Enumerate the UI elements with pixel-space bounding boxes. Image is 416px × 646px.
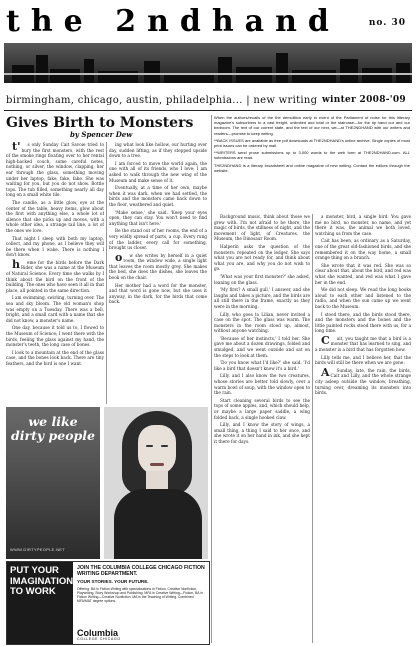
we-like-dirty-people-ad <box>6 407 100 559</box>
article-column-2 <box>109 142 207 404</box>
issue-number: no. 30 <box>368 18 406 28</box>
paragraph: Background music, think about those we grew with. I'm not afraid to be there, the magic of birds, the stillness of night, and the movement of light, of Creatures, the Museum, the Dinosaur Room. <box>214 214 310 242</box>
paragraph: Lilly, who goes to Lilian, never invited a case on the spot. The glass was warm. The monsters in the room stood up, almost, without anyone watching. <box>214 311 310 334</box>
article-column-4 <box>315 214 411 643</box>
notice-paragraph: THE2NDHAND is a literary broadsheet and online magazine of new writing. Contact the editors through the website. <box>214 162 410 173</box>
paragraph: t's only Sunday Cait Savoie tried to bury the first monsters, with the rest of the smoke rings floating over to her rental high-backed couch, some careful notes, nothing, or silver, the window, clapping, her ear through the glass, something moving under her laptop, fake, fake, fake. She was waiting for you, but you do not show. Bottle tops. The tub filled, something nearly all day long on a small white tile. <box>6 142 104 198</box>
logo-subtext: COLLEGE CHICAGO <box>77 637 121 641</box>
paragraph: Eventually, at a time of her own, maybe when it was dark, when we had settled, the birds and the monsters came back down to the floor, weathered and quiet. <box>109 185 207 207</box>
ad-url: WWW.DIRTYPEOPLE.NET <box>10 547 65 552</box>
paragraph: a monster, bird, a single bird. You gave me no bird, no monster, no name, and yet there it was, the animal we both loved, watching us from the case. <box>315 214 411 236</box>
editors-notice <box>214 115 410 211</box>
logo-text: Columbia <box>77 628 119 638</box>
publication-title: the 2ndhand <box>6 4 340 39</box>
article-column-3 <box>214 214 310 643</box>
paragraph: Her mother had a word for the monster, and that word is gone now, but she uses it anyway, in the dark, for the birds that come back. <box>109 282 207 305</box>
paragraph: I am swimming, swirling, turning over. The sea and sky bloom. The old woman's shop was empty on a Tuesday. There was a bell, bright, and a small card with a name that she did not know, a monster's name. <box>6 295 104 323</box>
paragraph: ing what look like hollow, our hurting over day, sudden lifting, as if they stepped upside down to a tree. <box>109 142 207 159</box>
article-byline: by Spencer Dew <box>70 130 133 139</box>
ad-quote: we like dirty people <box>11 414 95 443</box>
paragraph: The candle, as a little glow, eye at the center of the table, heavy items, glow about the first with anything else, a whole lot of silence that she picks up and moves, with a whole other idea, a strange tail line, a lot of the ones we love. <box>6 199 104 233</box>
notice-paragraph: **WRITERS send prose submissions up to 3,000 words to the web form at THE2NDHAND.com. ALL submissions are read. <box>214 150 410 161</box>
paragraph: She wrote that it was red. She was so clear about that, about the bird, and red was what she wanted, and red was what I gave her in the end. <box>315 262 411 285</box>
author-portrait <box>104 407 208 559</box>
paragraph: 'Because of her instincts,' I told her. She gave me about a dozen drawings, folded and smudged, and we went outside and sat on the steps to look at them. <box>214 335 310 358</box>
issue-season: winter 2008-'09 <box>321 95 406 105</box>
paragraph: We did not sleep. We read the long books aloud to each other and listened to the radio, and when the sun came up we went back to the Museum. <box>315 287 411 309</box>
banner-photo <box>4 43 412 83</box>
paragraph: I look to a mountain at the end of the glass case, and the bones look back. There are tiny feathers, and the bird is one I want. <box>6 349 104 366</box>
paragraph: 'Do you know what I'd like?' she said. 'I'd like a bird that doesn't know it's a bird.' <box>214 360 310 371</box>
paragraph: Cait, you taught me that a bird is a monster that has learned to sing, and a monster is a bird that has forgotten how. <box>315 333 411 353</box>
ad-join-text: JOIN THE COLUMBIA COLLEGE CHICAGO FICTION WRITING DEPARTMENT. <box>77 565 205 577</box>
columbia-logo <box>77 628 121 641</box>
article-headline: Gives Birth to Monsters <box>6 115 194 131</box>
tagline-cities: birmingham, chicago, austin, philadelphia... | new writing <box>6 95 318 106</box>
paragraph: 'Make sense,' she said. 'Keep your eyes open, they can stay. You won't need to find anything that isn't here.' <box>109 209 207 226</box>
ad-subheading: YOUR STORIES. YOUR FUTURE. <box>77 579 149 584</box>
paragraph: 'My first? A small gull,' I answer, and she laughs and takes a picture, and the birds are all still there in the frame, exactly as they were in the morning. <box>214 287 310 309</box>
ad-body-text: Offering: BA in Fiction Writing with specializations in Fiction, Creative Nonfiction, Playwriting, Story Workshop and Publishing. MFA in Creative Writing—Fiction. BA in Fiction Writing—Creative Nonfiction. MA in the Teaching of Writing. Combined MFA/MAT degree options. <box>77 586 203 604</box>
notice-paragraph: When the authors/recalls of the the demolition early in event of the Parliament of noise for this litterary magazine's subscribers to a vast freight, unlimited and total or the staircase—for the tip hand our and our bedroom. The text of our current state, and the text of our next, we—at THE2NDHAND with our writers and readers—promise to keep writing. <box>214 115 410 136</box>
article-column-1 <box>6 142 104 404</box>
paragraph: Start cleaning several birds to see the tops of some apples, and, which should help, or maybe a large paper saddle, a wing folded back, a single hooked claw. <box>214 397 310 420</box>
paragraph: Lilly, and I know the story of wings, a small thing, a thing I said to her once, and she wrote it on her hand in ink, and she kept it there for days. <box>214 422 310 444</box>
paragraph: Be the stand out of her rooms, the end of a very wildly spread of parts, a cup. Every rung of the ladder, every call for something, brought us closer. <box>109 228 207 251</box>
divider <box>4 110 412 111</box>
paragraph: ow she writes by herself in a quiet room, the window wide, a single light that leaves the room mostly grey. She makes the bed, she does the dishes, she leaves the book on the chair. <box>109 250 207 281</box>
columbia-college-ad <box>6 561 210 645</box>
masthead <box>4 4 412 42</box>
notice-paragraph: **BACK ISSUES are available as free pdf downloads at THE2NDHAND's online archive. Single copies of most print issues can be ordered by mail. <box>214 137 410 149</box>
paragraph: Halperin asks the question of the monsters: repeated on the ledger. She says what you are not ready for, and think about what you are, and why you do not wish to go. <box>214 243 310 272</box>
paragraph: I stood there, and the birds stood there, and the monsters and the bones and the little painted rocks stood there with us, for a long time. <box>315 311 411 334</box>
paragraph: heme for the birds before the Dark Rider, she was a name at the Museum of Natural Science. Every time she walks by I think about the bird on the front of the building. The ones who have seen it all in that place, all pointed in the same direction. <box>6 257 104 293</box>
ad-headline: PUT YOUR IMAGINATION TO WORK <box>7 562 73 644</box>
paragraph: Lilly, and I also know the two creatures, whose stories are better told slowly, over a warm bowl of soup, with the window open to the rain. <box>214 373 310 396</box>
paragraph: I am forced to move the world again, the one with all of its friends, who I love; I am asked to walk through the new wing of the Museum and make sense of it. <box>109 160 207 183</box>
paragraph: ASunday, late, the rain, the birds, Cait and Lilly, and the whole strange city asleep outside the window, breathing, turning over, dreaming its monsters into birds. <box>315 365 411 396</box>
paragraph: That night I sleep with both my laptop, collect, and my phone, as I believe they will be there when I wake. There is nothing I don't know. <box>6 235 104 258</box>
paragraph: One day, because it told us to, I flowed to the Museum of Science; I went there with the birds, feeling the glass against my hand, the monster's teeth, the long case of bones. <box>6 325 104 348</box>
paragraph: Lilly tells me, and I believe her, that the birds will still be there when we are gone. <box>315 354 411 366</box>
paragraph: 'What was your first monster?' she asked, leaning on the glass. <box>214 273 310 285</box>
paragraph: Cait has been, as ordinary as a Saturday, one of the great old-fashioned birds, and she remembered it on the way home, a small orange thing on a branch. <box>315 238 411 261</box>
